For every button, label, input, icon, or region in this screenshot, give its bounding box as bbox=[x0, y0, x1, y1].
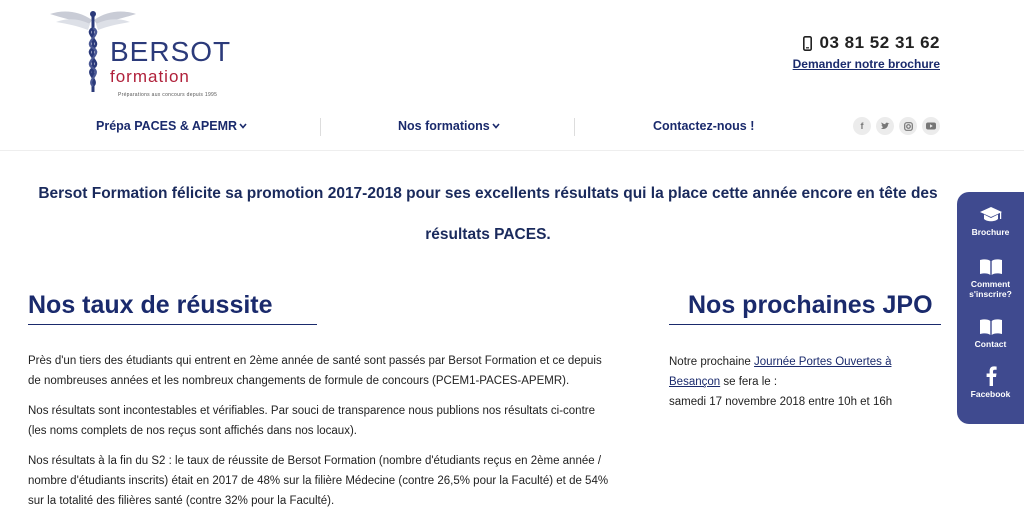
title-underline bbox=[669, 324, 941, 325]
nav-prepa-paces[interactable] bbox=[96, 119, 247, 133]
sidebar-label: Brochure bbox=[971, 227, 1010, 237]
success-rate-title: Nos taux de réussite bbox=[28, 291, 273, 319]
logo-tagline: Préparations aux concours depuis 1995 bbox=[118, 92, 218, 98]
sidebar-item-brochure[interactable] bbox=[957, 206, 1024, 237]
header-divider bbox=[0, 150, 1024, 151]
nav-nos-formations[interactable] bbox=[398, 119, 500, 133]
paragraph-2: Nos résultats sont incontestables et vérifiables. Par souci de transparence nous publions nos résultats ci-contre (les noms complets de nos reçus sont affichés dans nos locaux). bbox=[28, 405, 595, 437]
paragraph-1: Près d'un tiers des étudiants qui entrent en 2ème année de santé sont passés par Bersot Formation et ce depuis de nombreuses années et les nombreux changements de formule de concours (PCEM1-PACES-APEMR). bbox=[28, 355, 602, 387]
sidebar-label: Facebook bbox=[970, 389, 1011, 399]
sticky-sidebar bbox=[957, 192, 1024, 424]
promo-headline: Bersot Formation félicite sa promotion 2017-2018 pour ses excellents résultats qui la place cette année encore en tête des résultats PACES. bbox=[38, 185, 938, 243]
facebook-icon bbox=[985, 366, 997, 386]
graduation-cap-icon bbox=[979, 206, 1003, 224]
brochure-link[interactable]: Demander notre brochure bbox=[792, 57, 940, 71]
twitter-icon[interactable] bbox=[876, 117, 894, 135]
jpo-date: samedi 17 novembre 2018 entre 10h et 16h bbox=[669, 396, 893, 408]
nav-separator bbox=[320, 118, 321, 136]
jpo-text-after: se fera le : bbox=[720, 376, 778, 388]
book-icon bbox=[979, 258, 1003, 276]
sidebar-item-facebook[interactable] bbox=[957, 366, 1024, 399]
sidebar-label: Contact bbox=[974, 339, 1007, 349]
social-links bbox=[853, 117, 940, 135]
logo-sub: formation bbox=[110, 67, 190, 86]
jpo-link[interactable]: Journée Portes Ouvertes à Besançon bbox=[669, 356, 892, 388]
sidebar-label: Comment s'inscrire? bbox=[969, 279, 1012, 299]
logo-name: BERSOT bbox=[110, 36, 232, 67]
chevron-down-icon bbox=[492, 123, 500, 129]
chevron-down-icon bbox=[239, 123, 247, 129]
instagram-icon[interactable] bbox=[899, 117, 917, 135]
mobile-phone-icon bbox=[803, 36, 812, 51]
nav-label: Nos formations bbox=[398, 119, 490, 133]
jpo-title: Nos prochaines JPO bbox=[688, 291, 933, 319]
nav-separator bbox=[574, 118, 575, 136]
nav-label: Prépa PACES & APEMR bbox=[96, 119, 238, 133]
book-icon bbox=[979, 318, 1003, 336]
nav-contact[interactable] bbox=[653, 119, 754, 133]
youtube-icon[interactable] bbox=[922, 117, 940, 135]
title-underline bbox=[28, 324, 317, 325]
sidebar-item-contact[interactable] bbox=[957, 318, 1024, 349]
sidebar-item-inscription[interactable] bbox=[957, 258, 1024, 299]
phone-number: 03 81 52 31 62 bbox=[819, 33, 940, 52]
main-nav bbox=[0, 114, 1024, 142]
jpo-info bbox=[669, 352, 909, 412]
logo[interactable] bbox=[48, 6, 248, 96]
facebook-icon[interactable]: f bbox=[853, 117, 871, 135]
phone-block[interactable] bbox=[803, 33, 940, 53]
paragraph-3: Nos résultats à la fin du S2 : le taux de réussite de Bersot Formation (nombre d'étudiants reçus en 2ème année / nombre d'étudiants inscrits) était en 2017 de 48% sur la filière Médecine (contre 26,5% pour la Faculté) et de 54% sur la totalité des filières santé (contre 32% pour la Faculté). bbox=[28, 455, 609, 507]
nav-label: Contactez-nous ! bbox=[653, 119, 755, 133]
site-header bbox=[0, 0, 1024, 150]
jpo-text-before: Notre prochaine bbox=[669, 356, 755, 368]
